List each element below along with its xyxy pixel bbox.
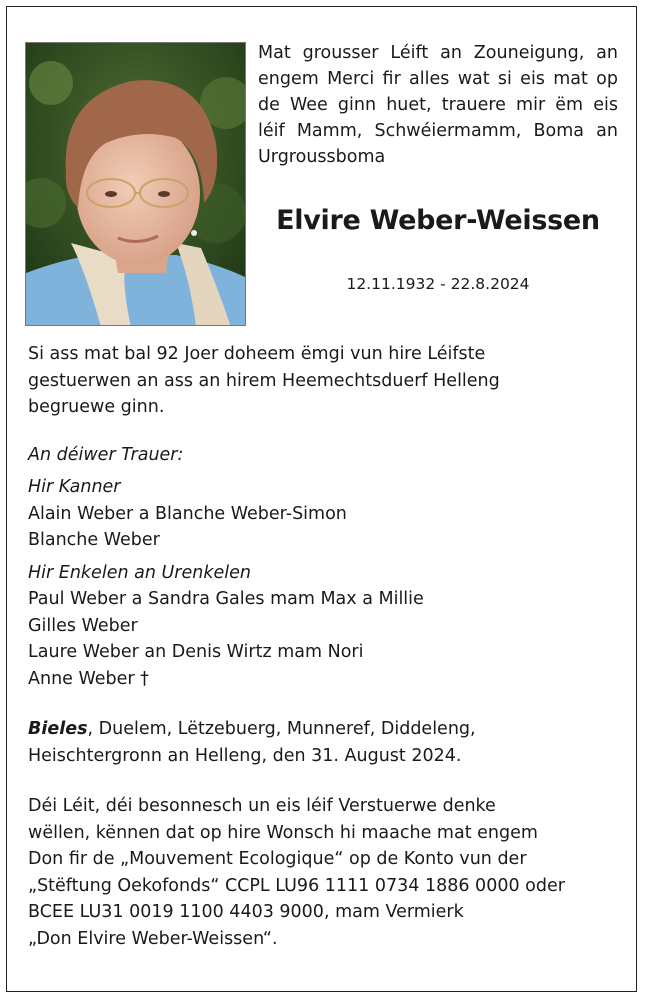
obituary-body — [28, 341, 628, 952]
place-line-rest: , Duelem, Lëtzebuerg, Munneref, Diddeleng, — [87, 719, 476, 739]
place-date-line: Heischtergronn an Helleng, den 31. August 2024. — [28, 745, 462, 766]
donation-line: BCEE LU31 0019 1100 4403 9000, mam Vermierk — [28, 902, 464, 922]
donation-line: „Don Elvire Weber-Weissen“. — [28, 928, 278, 949]
grandchild-entry: Gilles Weber — [28, 615, 138, 636]
passing-line: gestuerwen an ass an hirem Heemechtsduerf Helleng — [28, 370, 500, 391]
children-heading: Hir Kanner — [28, 477, 121, 497]
passing-line: Si ass mat bal 92 Joer doheem ëmgi vun hire Léifste — [28, 344, 486, 364]
passing-line: begruewe ginn. — [28, 397, 165, 417]
place-town: Bieles — [28, 719, 88, 739]
life-dates: 12.11.1932 - 22.8.2024 — [346, 275, 530, 293]
mourning-heading: An déiwer Trauer: — [28, 444, 184, 465]
deceased-name: Elvire Weber-Weissen — [276, 205, 600, 236]
grandchild-entry: Laure Weber an Denis Wirtz mam Nori — [28, 642, 364, 662]
intro-text: Mat grousser Léift an Zouneigung, an engem Merci fir alles wat si eis mat op de Wee ginn huet, trauere mir ëm eis léif Mamm, Schwéiermamm, Boma an Urgroussboma — [258, 43, 618, 167]
donation-line: wëllen, kënnen dat op hire Wonsch hi maache mat engem — [28, 822, 538, 843]
child-entry: Blanche Weber — [28, 530, 160, 550]
donation-line: Don fir de „Mouvement Ecologique“ op de Konto vun der — [28, 849, 527, 869]
grandchildren-heading: Hir Enkelen an Urenkelen — [28, 562, 251, 583]
donation-line: Déi Léit, déi besonnesch un eis léif Verstuerwe denke — [28, 796, 496, 816]
child-entry: Alain Weber a Blanche Weber-Simon — [28, 503, 347, 524]
grandchild-entry: Paul Weber a Sandra Gales mam Max a Millie — [28, 589, 424, 609]
place-line — [28, 716, 628, 743]
grandchild-entry: Anne Weber † — [28, 668, 149, 689]
donation-line: „Stëftung Oekofonds“ CCPL LU96 1111 0734 1886 0000 oder — [28, 875, 565, 896]
portrait-photo — [25, 42, 246, 326]
